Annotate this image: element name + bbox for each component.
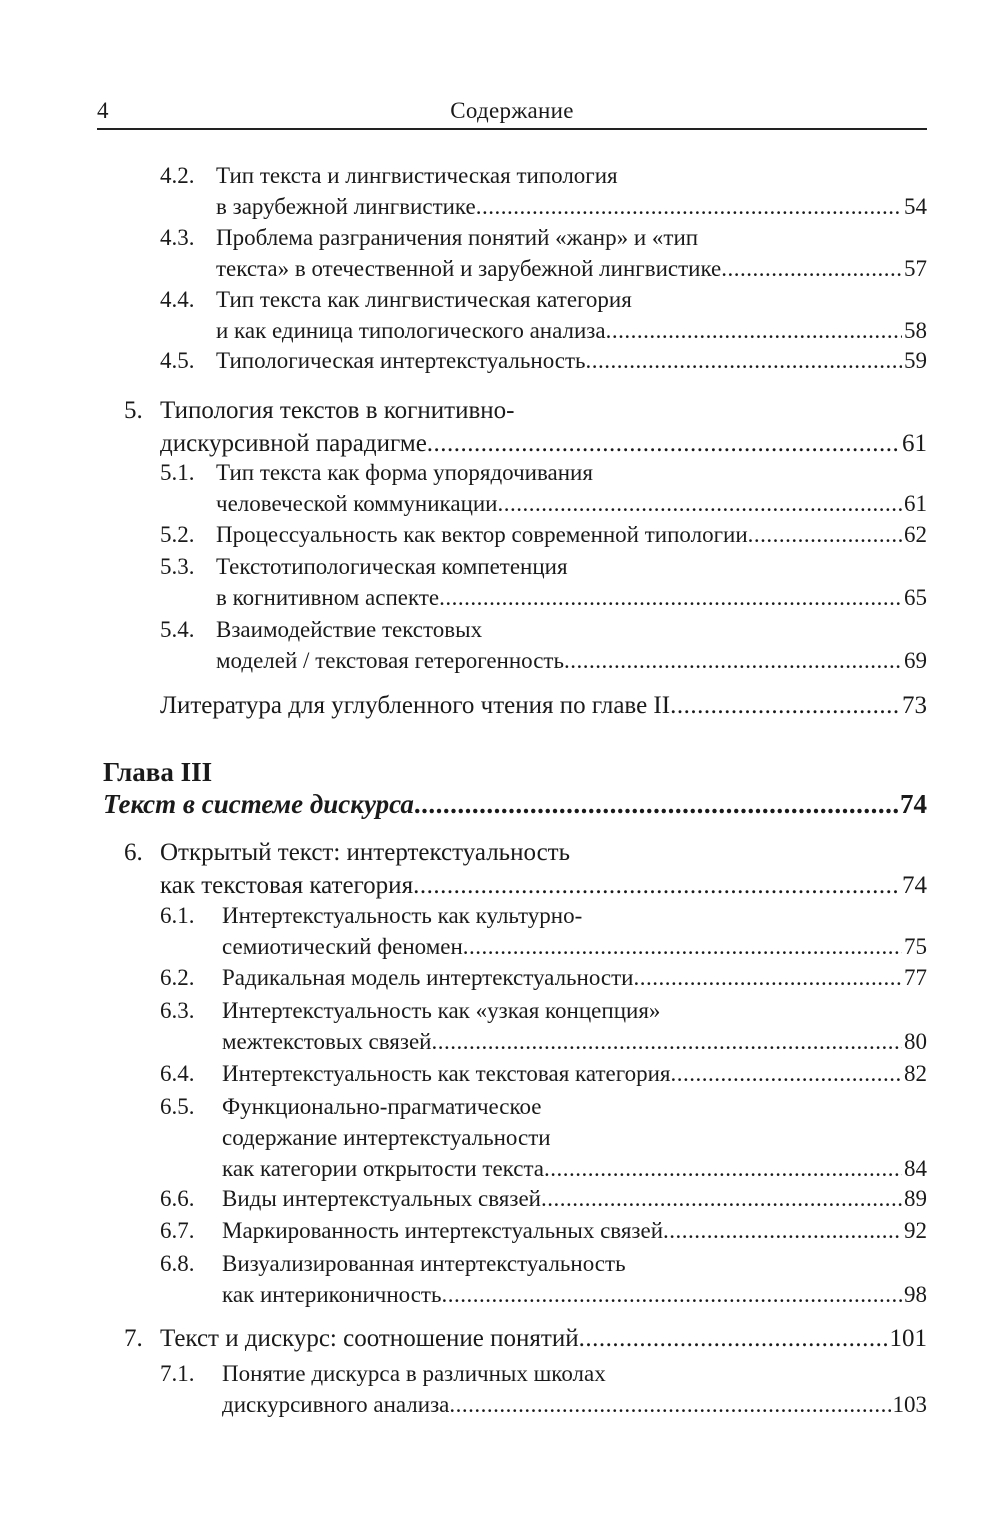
entry-text: текста» в отечественной и зарубежной лингвистике [216, 256, 722, 281]
entry-leader [216, 345, 927, 376]
entry-text: Взаимодействие текстовых [216, 617, 483, 642]
dot-leader [541, 1183, 902, 1214]
entry-page: 82 [904, 1061, 927, 1086]
entry-page: 57 [904, 256, 927, 281]
entry-text: Радикальная модель интертекстуальности [222, 965, 634, 990]
section-leader [160, 1322, 927, 1355]
entry-leader [216, 519, 927, 550]
entry-text: и как единица типологического анализа [216, 318, 606, 343]
toc-section [124, 836, 927, 902]
dot-leader [663, 1215, 902, 1246]
entry-number: 4.4. [160, 287, 195, 312]
literature-text: Литература для углубленного чтения по главе II [160, 692, 671, 719]
dot-leader [748, 519, 902, 550]
entry-leader [216, 488, 927, 519]
entry-leader [222, 1389, 927, 1420]
entry-leader [222, 962, 927, 993]
literature-leader [160, 689, 927, 722]
entry-page: 75 [904, 934, 927, 959]
entry-page: 84 [904, 1156, 927, 1181]
dot-leader [441, 1279, 902, 1310]
section-number: 7. [124, 1325, 143, 1352]
dot-leader [476, 191, 902, 222]
entry-number: 5.1. [160, 460, 195, 485]
entry-text: Тип текста как форма упорядочивания [216, 460, 593, 485]
running-title: Содержание [450, 98, 574, 123]
entry-page: 103 [892, 1392, 927, 1417]
chapter-page: 74 [900, 789, 927, 819]
entry-text: в когнитивном аспекте [216, 585, 440, 610]
dot-leader [634, 962, 903, 993]
entry-number: 6.1. [160, 903, 195, 928]
section-text: Открытый текст: интертекстуальность [160, 839, 571, 866]
entry-text: Процессуальность как вектор современной типологии [216, 522, 748, 547]
entry-number: 6.2. [160, 965, 195, 990]
dot-leader [463, 931, 902, 962]
section-page: 61 [902, 430, 927, 457]
dot-leader [721, 253, 902, 284]
entry-text: моделей / текстовая гетерогенность [216, 648, 564, 673]
toc-entry [160, 284, 927, 346]
entry-number: 7.1. [160, 1361, 195, 1386]
entry-text: Интертекстуальность как «узкая концепция» [222, 998, 661, 1023]
chapter-leader [103, 786, 927, 822]
toc-section [124, 1322, 927, 1355]
entry-number: 6.6. [160, 1186, 195, 1211]
entry-number: 5.2. [160, 522, 195, 547]
dot-leader [606, 315, 902, 346]
toc-entry [160, 962, 927, 993]
entry-leader [216, 191, 927, 222]
entry-leader [222, 1215, 927, 1246]
dot-leader [413, 869, 900, 902]
entry-leader [222, 1058, 927, 1089]
dot-leader [427, 427, 900, 460]
chapter-title: Текст в системе дискурса [103, 789, 414, 819]
toc-entry [160, 614, 927, 676]
entry-number: 5.3. [160, 554, 195, 579]
section-number: 5. [124, 397, 143, 424]
toc-entry [160, 1358, 927, 1420]
entry-page: 89 [904, 1186, 927, 1211]
entry-leader [216, 645, 927, 676]
entry-page: 98 [904, 1282, 927, 1307]
entry-text: Виды интертекстуальных связей [222, 1186, 541, 1211]
entry-number: 6.3. [160, 998, 195, 1023]
chapter-title-row [103, 786, 927, 822]
entry-text: Маркированность интертекстуальных связей [222, 1218, 664, 1243]
section-text: Текст и дискурс: соотношение понятий [160, 1325, 579, 1352]
entry-text: как интериконичность [222, 1282, 442, 1307]
toc-entry [160, 995, 927, 1057]
entry-page: 54 [904, 194, 927, 219]
entry-number: 6.5. [160, 1094, 195, 1119]
toc-entry [160, 1091, 927, 1184]
entry-text: содержание интертекстуальности [222, 1125, 551, 1150]
entry-text: Проблема разграничения понятий «жанр» и «тип [216, 225, 699, 250]
dot-leader [439, 582, 902, 613]
dot-leader [579, 1322, 888, 1355]
entry-text: Интертекстуальность как текстовая категория [222, 1061, 671, 1086]
entry-text: Тип текста как лингвистическая категория [216, 287, 632, 312]
section-page: 101 [889, 1325, 927, 1352]
entry-page: 92 [904, 1218, 927, 1243]
entry-page: 65 [904, 585, 927, 610]
entry-text: Текстотипологическая компетенция [216, 554, 568, 579]
dot-leader [414, 786, 898, 822]
toc-literature [160, 689, 927, 722]
entry-text: дискурсивного анализа [222, 1392, 450, 1417]
entry-leader [222, 1026, 927, 1057]
entry-page: 62 [904, 522, 927, 547]
toc-entry [160, 160, 927, 222]
entry-page: 58 [904, 318, 927, 343]
entry-page: 77 [904, 965, 927, 990]
entry-number: 5.4. [160, 617, 195, 642]
entry-leader [216, 315, 927, 346]
entry-leader [216, 582, 927, 613]
entry-text: Визуализированная интертекстуальность [222, 1251, 626, 1276]
toc-entry [160, 1215, 927, 1246]
toc-entry [160, 519, 927, 550]
toc-entry [160, 1058, 927, 1089]
entry-number: 6.8. [160, 1251, 195, 1276]
entry-number: 4.5. [160, 348, 195, 373]
dot-leader [670, 1058, 902, 1089]
section-number: 6. [124, 839, 143, 866]
page-number: 4 [97, 98, 109, 123]
dot-leader [449, 1389, 890, 1420]
section-leader [160, 869, 927, 902]
toc-section [124, 394, 927, 460]
entry-leader [216, 253, 927, 284]
section-text: Типология текстов в когнитивно- [160, 397, 515, 424]
entry-text: в зарубежной лингвистике [216, 194, 476, 219]
entry-leader [222, 1183, 927, 1214]
toc-entry [160, 1183, 927, 1214]
entry-leader [222, 1153, 927, 1184]
entry-number: 6.7. [160, 1218, 195, 1243]
toc-entry [160, 457, 927, 519]
entry-text: Функционально-прагматическое [222, 1094, 542, 1119]
entry-number: 4.3. [160, 225, 195, 250]
dot-leader [564, 645, 902, 676]
entry-text: Типологическая интертекстуальность [216, 348, 586, 373]
dot-leader [670, 689, 900, 722]
entry-text: семиотический феномен [222, 934, 463, 959]
entry-page: 59 [904, 348, 927, 373]
entry-text: Понятие дискурса в различных школах [222, 1361, 606, 1386]
entry-number: 6.4. [160, 1061, 195, 1086]
entry-text: Тип текста и лингвистическая типология [216, 163, 618, 188]
entry-page: 80 [904, 1029, 927, 1054]
entry-page: 69 [904, 648, 927, 673]
toc-entry [160, 345, 927, 376]
entry-page: 61 [904, 491, 927, 516]
literature-page: 73 [902, 692, 927, 719]
toc-entry [160, 900, 927, 962]
section-page: 74 [902, 872, 927, 899]
page-header [97, 92, 927, 130]
dot-leader [586, 345, 902, 376]
section-leader [160, 427, 927, 460]
dot-leader [431, 1026, 902, 1057]
toc-entry [160, 1248, 927, 1310]
entry-leader [222, 1279, 927, 1310]
dot-leader [498, 488, 903, 519]
entry-text: как категории открытости текста [222, 1156, 545, 1181]
entry-text: Интертекстуальность как культурно- [222, 903, 583, 928]
toc-entry [160, 222, 927, 284]
dot-leader [544, 1153, 902, 1184]
section-text: дискурсивной парадигме [160, 430, 427, 457]
entry-leader [222, 931, 927, 962]
entry-number: 4.2. [160, 163, 195, 188]
chapter-label: Глава III [103, 757, 213, 787]
toc-entry [160, 551, 927, 613]
section-text: как текстовая категория [160, 872, 414, 899]
entry-text: человеческой коммуникации [216, 491, 498, 516]
entry-text: межтекстовых связей [222, 1029, 432, 1054]
